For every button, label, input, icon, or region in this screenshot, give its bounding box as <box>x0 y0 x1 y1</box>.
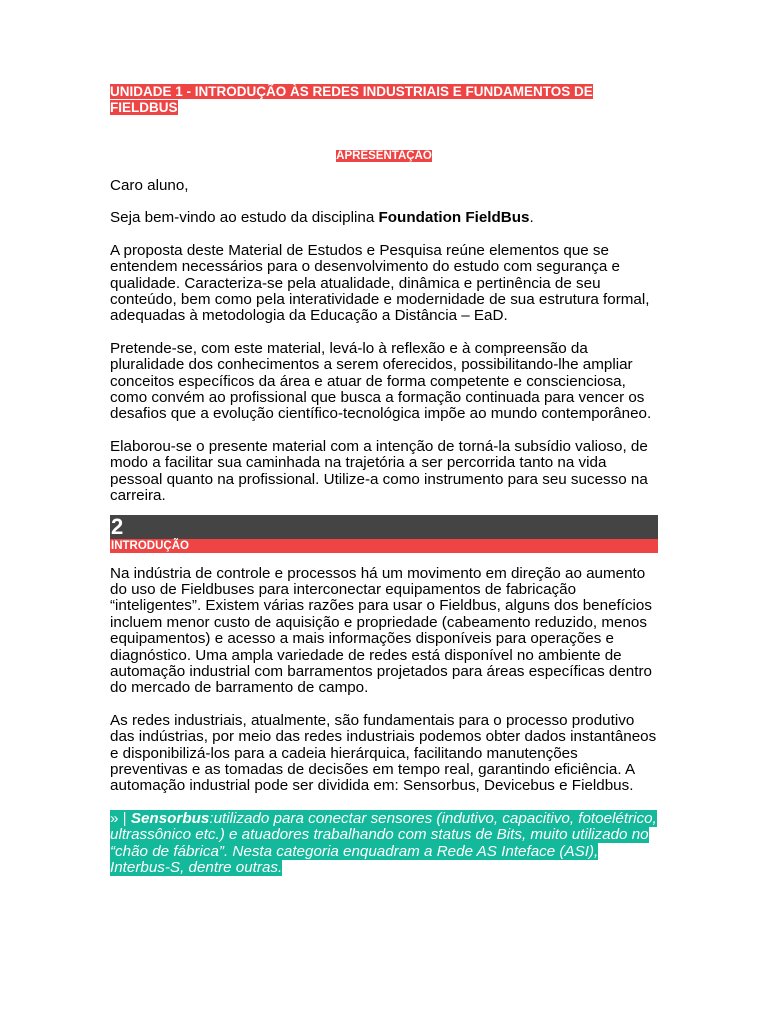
course-name: Foundation FieldBus <box>378 209 530 227</box>
sensorbus-bullet <box>110 811 658 877</box>
welcome-text: Seja bem-vindo ao estudo da disciplina <box>110 209 379 227</box>
paragraph-proposta: A proposta deste Material de Estudos e Pesquisa reúne elementos que se entendem necessários para o desenvolvimento do estudo com segurança e qualidade. Caracteriza-se pela atualidade, dinâmica e pertinência de seu conteúdo, bem como pela interatividade e modernidade de sua estrutura formal, adequadas à metodologia da Educação a Distância – EaD. <box>110 241 650 325</box>
section-number: 2 <box>111 513 124 539</box>
bullet-marker: » | <box>110 809 131 827</box>
greeting: Caro aluno, <box>110 177 189 194</box>
unit-title: UNIDADE 1 - INTRODUÇÃO ÀS REDES INDUSTRIAIS E FUNDAMENTOS DE FIELDBUS <box>110 84 593 115</box>
apresentacao-label: APRESENTAÇÃO <box>336 150 432 162</box>
sensorbus-description: :utilizado para conectar sensores (indutivo, capacitivo, fotoelétrico, ultrassônico etc.) e atuadores trabalhando com status de Bits, muito utilizado no “chão de fábrica”. Nesta categoria enquadram a Rede AS Inteface (ASI), Interbus-S, dentre outras. <box>110 809 657 876</box>
section-label: INTRODUÇÃO <box>111 539 189 552</box>
welcome-paragraph <box>110 210 658 226</box>
apresentacao-heading <box>110 148 658 163</box>
section-label-bar <box>110 539 658 553</box>
intro-paragraph-1: Na indústria de controle e processos há um movimento em direção ao aumento do uso de Fieldbuses para interconectar equipamentos de fabricação “inteligentes”. Existem várias razões para usar o Fieldbus, alguns dos benefícios incluem menor custo de aquisição e propriedade (cabeamento reduzido, menos equipamentos) e acesso a mais informações disponíveis para operações e diagnóstico. Uma ampla variedade de redes está disponível no ambiente de automação industrial com barramentos projetados para áreas específicas dentro do mercado de barramento de campo. <box>110 564 652 697</box>
section-number-bar <box>110 515 658 539</box>
intro-paragraph-2: As redes industriais, atualmente, são fundamentais para o processo produtivo das indústrias, por meio das redes industriais podemos obter dados instantâneos e disponibilizá-los para a cadeia hierárquica, facilitando manutenções preventivas e as tomadas de decisões em tempo real, garantindo eficiência. A automação industrial pode ser dividida em: Sensorbus, Devicebus e Fieldbus. <box>110 711 657 795</box>
paragraph-pretende: Pretende-se, com este material, levá-lo à reflexão e à compreensão da pluralidade dos conhecimentos a serem oferecidos, possibilitando-lhe ampliar conceitos específicos da área e atuar de forma competente e conscienciosa, como convém ao profissional que busca a formação continuada para vencer os desafios que a evolução científico-tecnológica impõe ao mundo contemporâneo. <box>110 339 652 423</box>
sensorbus-highlight <box>110 810 657 876</box>
welcome-period: . <box>529 209 534 227</box>
sensorbus-term: Sensorbus <box>130 809 210 827</box>
paragraph-elaborou: Elaborou-se o presente material com a intenção de torná-la subsídio valioso, de modo a facilitar sua caminhada na trajetória a ser percorrida tanto na vida pessoal quanto na profissional. Utilize-a como instrumento para seu sucesso na carreira. <box>110 437 648 505</box>
document-content <box>110 84 658 876</box>
